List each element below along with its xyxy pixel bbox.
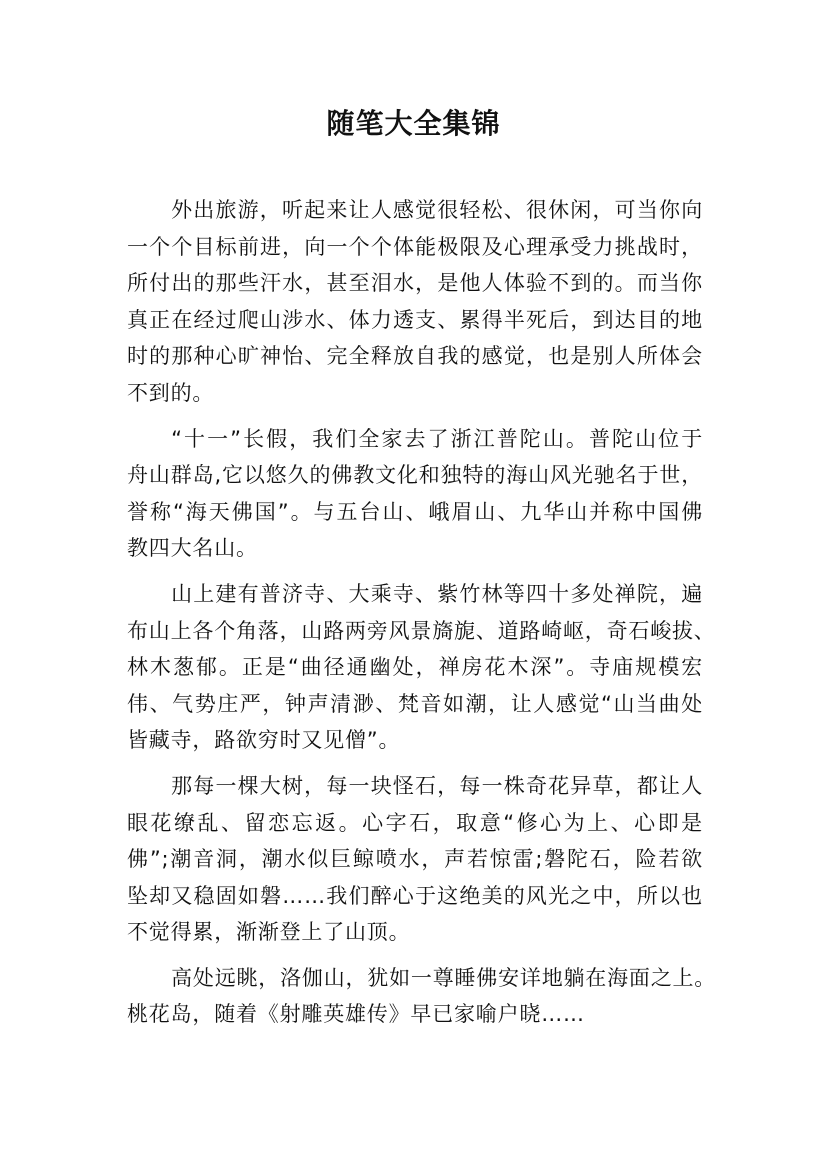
text-line: 坠却又稳固如磐……我们醉心于这绝美的风光之中，所以也 [127, 883, 703, 908]
document-title: 随笔大全集锦 [326, 107, 501, 140]
text-line: 所付出的那些汗水，甚至泪水，是他人体验不到的。而当你 [127, 271, 703, 296]
text-line: 佛”;潮音洞，潮水似巨鲸喷水，声若惊雷;磐陀石，险若欲 [127, 847, 703, 872]
text-line: “十一”长假，我们全家去了浙江普陀山。普陀山位于 [171, 426, 703, 451]
text-line: 皆藏寺，路欲穷时又见僧”。 [127, 728, 401, 753]
text-line: 林木葱郁。正是“曲径通幽处，禅房花木深”。寺庙规模宏 [127, 655, 703, 680]
text-line: 不到的。 [127, 380, 215, 405]
text-line: 眼花缭乱、留恋忘返。心字石，取意“修心为上、心即是 [127, 810, 703, 835]
text-line: 舟山群岛,它以悠久的佛教文化和独特的海山风光驰名于世， [127, 463, 703, 488]
paragraph-1 [127, 192, 703, 412]
text-line: 布山上各个角落，山路两旁风景旖旎、道路崎岖，奇石峻拔、 [127, 618, 716, 643]
text-line: 誉称“海天佛国”。与五台山、峨眉山、九华山并称中国佛 [127, 499, 703, 524]
paragraph-5 [127, 960, 717, 1033]
paragraph-2 [127, 421, 703, 567]
text-line: 伟、气势庄严，钟声清渺、梵音如潮，让人感觉“山当曲处 [127, 691, 703, 716]
paragraph-4 [127, 768, 703, 951]
text-line: 真正在经过爬山涉水、体力透支、累得半死后，到达目的地 [127, 307, 703, 332]
text-line: 高处远眺，洛伽山，犹如一尊睡佛安详地躺在海面之上。 [171, 965, 717, 990]
paragraph-3 [127, 576, 716, 759]
text-line: 一个个目标前进，向一个个体能极限及心理承受力挑战时， [127, 234, 703, 259]
text-line: 外出旅游，听起来让人感觉很轻松、很休闲，可当你向 [171, 198, 703, 222]
text-line: 时的那种心旷神怡、完全释放自我的感觉，也是别人所体会 [127, 344, 703, 369]
text-line: 教四大名山。 [127, 536, 258, 561]
text-line: 不觉得累，渐渐登上了山顶。 [127, 920, 411, 945]
document-body [127, 192, 717, 1042]
text-line: 桃花岛，随着《射雕英雄传》早已家喻户晓…… [127, 1002, 585, 1027]
text-line: 那每一棵大树，每一块怪石，每一株奇花异草，都让人 [171, 773, 703, 798]
text-line: 山上建有普济寺、大乘寺、紫竹林等四十多处禅院，遍 [171, 581, 703, 606]
